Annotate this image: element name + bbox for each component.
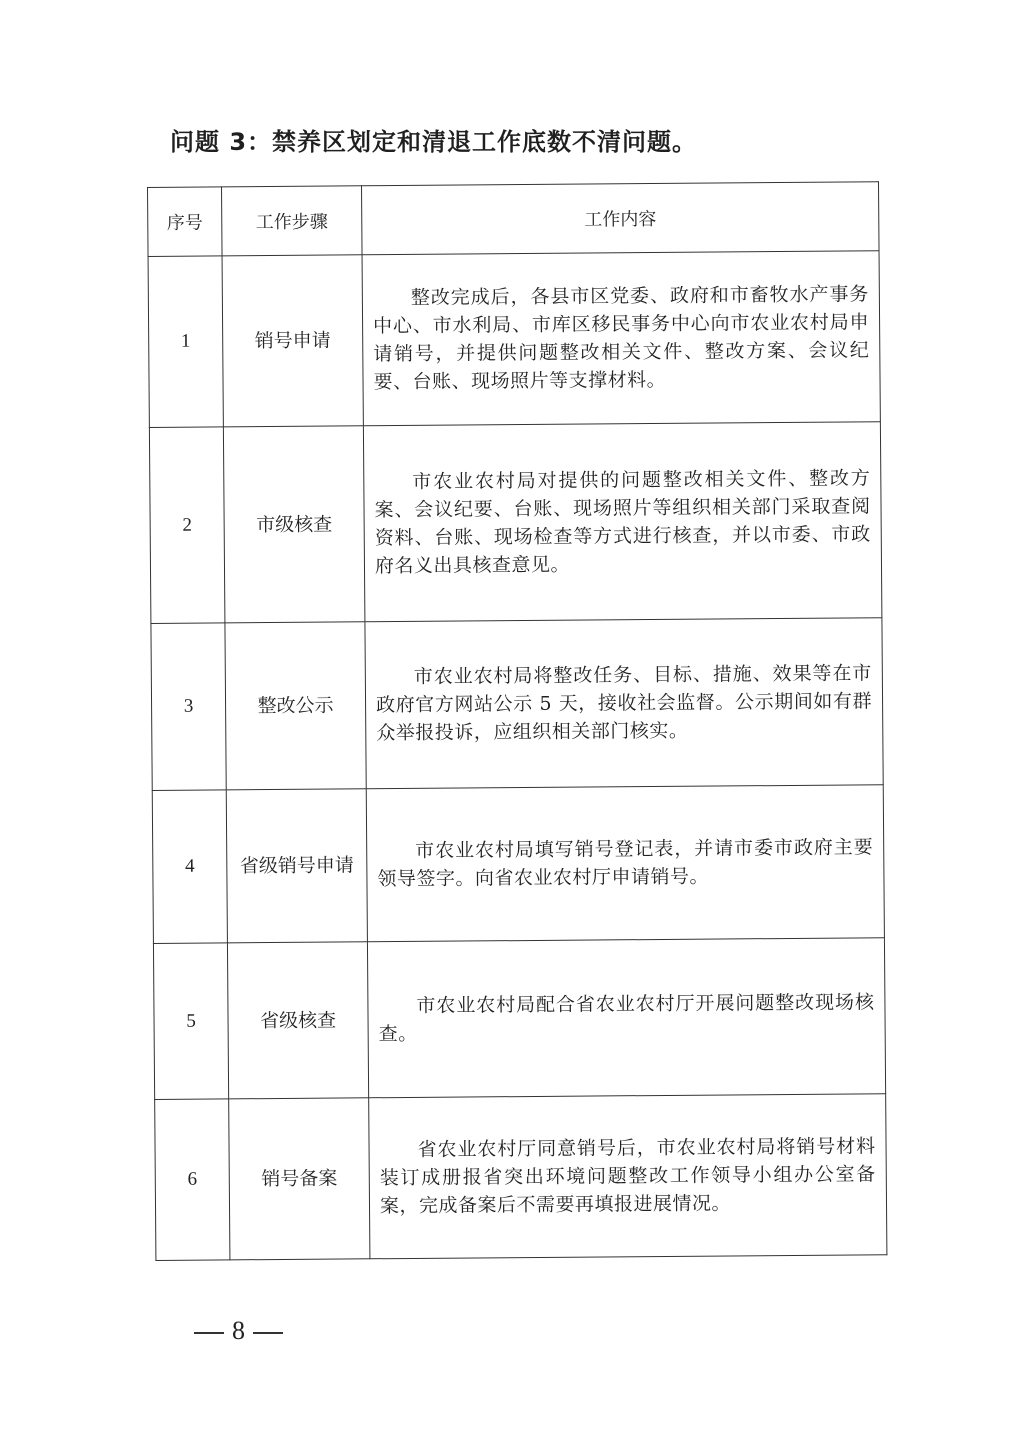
row-step: 销号备案 — [229, 1098, 370, 1260]
row-content-text: 市农业农村局将整改任务、目标、措施、效果等在市政府官方网站公示 5 天，接收社会监督。公示期间如有群众举报投诉，应组织相关部门核实。 — [375, 662, 873, 745]
row-seq: 5 — [153, 943, 228, 1100]
row-seq: 3 — [151, 623, 226, 791]
footer-dash-left — [194, 1332, 224, 1334]
work-steps-table — [147, 181, 887, 1261]
row-content — [366, 785, 884, 942]
row-content-text: 市农业农村局填写销号登记表，并请市委市政府主要领导签字。向省农业农村厅申请销号。 — [377, 836, 874, 891]
row-step: 市级核查 — [223, 426, 365, 623]
table-row — [151, 618, 883, 791]
row-content — [367, 938, 885, 1098]
row-seq: 6 — [155, 1099, 230, 1261]
row-seq: 2 — [149, 427, 225, 624]
row-content — [365, 618, 883, 789]
header-step: 工作步骤 — [222, 186, 363, 256]
table-row — [148, 251, 880, 428]
table-header-row — [148, 182, 880, 257]
section-heading: 问题 3：禁养区划定和清退工作底数不清问题。 — [170, 128, 698, 156]
row-content — [369, 1094, 887, 1259]
row-step: 整改公示 — [225, 622, 366, 790]
row-content — [362, 251, 880, 426]
row-content-text: 整改完成后，各县市区党委、政府和市畜牧水产事务中心、市水利局、市库区移民事务中心向市农业农村局申请销号，并提供问题整改相关文件、整改方案、会议纪要、台账、现场照片等支撑材料。 — [373, 283, 870, 394]
footer-dash-right — [253, 1332, 283, 1334]
page-footer — [186, 1316, 291, 1346]
row-step: 省级销号申请 — [226, 789, 367, 943]
row-content-text: 省农业农村厅同意销号后，市农业农村局将销号材料装订成册报省突出环境问题整改工作领导小组办公室备案，完成备案后不需要再填报进展情况。 — [379, 1135, 876, 1218]
row-seq: 1 — [148, 256, 223, 428]
table-row — [153, 938, 885, 1100]
row-content — [363, 422, 882, 622]
header-seq: 序号 — [148, 187, 223, 257]
row-seq: 4 — [152, 790, 227, 944]
row-step: 省级核查 — [227, 942, 368, 1099]
header-content: 工作内容 — [361, 182, 879, 255]
table-row — [155, 1094, 887, 1261]
page-number: 8 — [232, 1316, 245, 1345]
row-content-text: 市农业农村局对提供的问题整改相关文件、整改方案、会议纪要、台账、现场照片等组织相关部门采取查阅资料、台账、现场检查等方式进行核查，并以市委、市政府名义出具核查意见。 — [374, 466, 871, 577]
table-row — [149, 422, 882, 624]
row-step: 销号申请 — [222, 255, 363, 427]
row-content-text: 市农业农村局配合省农业农村厅开展问题整改现场核查。 — [378, 990, 875, 1045]
table-row — [152, 785, 884, 944]
